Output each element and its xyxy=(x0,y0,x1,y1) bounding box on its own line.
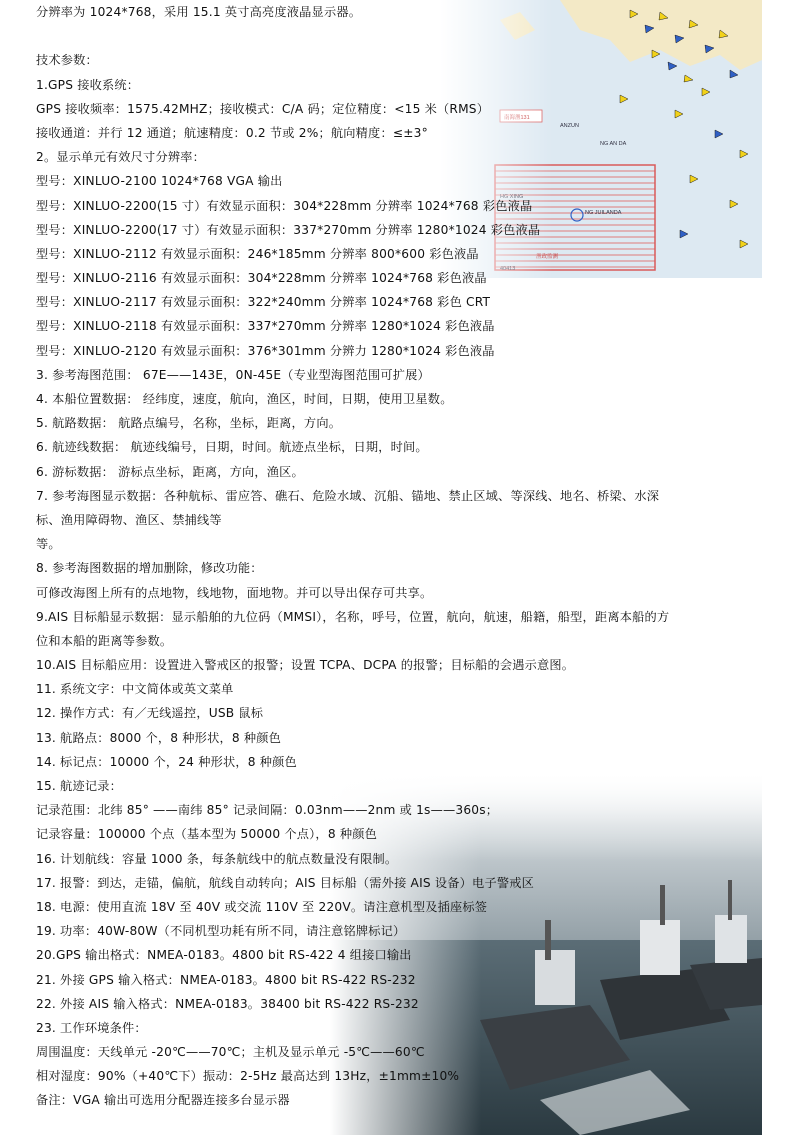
text-line: 备注：VGA 输出可选用分配器连接多台显示器 xyxy=(36,1093,290,1108)
text-line: 接收通道：并行 12 通道；航速精度：0.2 节或 2%；航向精度：≤±3° xyxy=(36,125,428,140)
text-line: GPS 接收频率：1575.42MHZ；接收模式：C/A 码；定位精度：<15 米（RMS） xyxy=(36,101,490,116)
text-line: 15. 航迹记录： xyxy=(36,779,122,793)
text-line: 可修改海图上所有的点地物，线地物，面地物。并可以导出保存可共享。 xyxy=(36,585,433,600)
text-line: 周围温度：天线单元 -20℃——70℃；主机及显示单元 -5℃——60℃ xyxy=(36,1045,425,1060)
text-line xyxy=(36,24,756,48)
text-line: 12. 操作方式：有／无线遥控，USB 鼠标 xyxy=(36,706,264,721)
text-line: 6. 航迹线数据： 航迹线编号，日期，时间。航迹点坐标，日期，时间。 xyxy=(36,440,428,455)
text-line: 记录容量：100000 个点（基本型为 50000 个点），8 种颜色 xyxy=(36,827,378,842)
text-line: 5. 航路数据： 航路点编号，名称，坐标，距离，方向。 xyxy=(36,416,342,431)
text-line: 22. 外接 AIS 输入格式：NMEA-0183。38400 bit RS-422 RS-232 xyxy=(36,996,419,1011)
text-line: 记录范围：北纬 85° ——南纬 85° 记录间隔：0.03nm——2nm 或 1s——360s； xyxy=(36,803,499,818)
text-line: 8. 参考海图数据的增加删除，修改功能： xyxy=(36,561,263,576)
text-line: 型号：XINLUO-2200(15 寸）有效显示面积：304*228mm 分辨率 1024*768 彩色液晶 xyxy=(36,198,533,213)
text-line: 2。显示单元有效尺寸分辨率： xyxy=(36,150,205,165)
text-line: 等。 xyxy=(36,537,61,552)
text-line: 标、渔用障碍物、渔区、禁捕线等 xyxy=(36,512,222,527)
text-line: 14. 标记点：10000 个，24 种形状，8 种颜色 xyxy=(36,754,297,769)
text-line: 6. 游标数据： 游标点坐标，距离，方向，渔区。 xyxy=(36,464,304,479)
text-line: 3. 参考海图范围： 67E——143E，0N-45E（专业型海图范围可扩展） xyxy=(36,367,430,382)
text-line: 11. 系统文字：中文简体或英文菜单 xyxy=(36,682,234,697)
text-line: 16. 计划航线：容量 1000 条，每条航线中的航点数量没有限制。 xyxy=(36,851,398,866)
text-line: 型号：XINLUO-2100 1024*768 VGA 输出 xyxy=(36,174,283,189)
text-line: 7. 参考海图显示数据：各种航标、雷应答、礁石、危险水域、沉船、锚地、禁止区域、等深线、地名、桥梁、水深 xyxy=(36,488,660,503)
text-line: 18. 电源：使用直流 18V 至 40V 或交流 110V 至 220V。请注意机型及插座标签 xyxy=(36,899,488,914)
text-line: 位和本船的距离等参数。 xyxy=(36,633,173,648)
text-line: 21. 外接 GPS 输入格式：NMEA-0183。4800 bit RS-422 RS-232 xyxy=(36,972,416,987)
text-line: 20.GPS 输出格式：NMEA-0183。4800 bit RS-422 4 组接口输出 xyxy=(36,948,412,963)
text-line: 型号：XINLUO-2116 有效显示面积：304*228mm 分辨率 1024*768 彩色液晶 xyxy=(36,271,487,286)
text-line: 型号：XINLUO-2112 有效显示面积：246*185mm 分辨率 800*600 彩色液晶 xyxy=(36,246,479,261)
text-line: 型号：XINLUO-2200(17 寸）有效显示面积：337*270mm 分辨率 1280*1024 彩色液晶 xyxy=(36,222,541,237)
text-line: 17. 报警：到达，走锚，偏航，航线自动转向；AIS 目标船（需外接 AIS 设备）电子警戒区 xyxy=(36,875,534,890)
text-line: 13. 航路点：8000 个，8 种形状，8 种颜色 xyxy=(36,730,282,745)
spec-document xyxy=(36,0,756,1113)
text-line: 4. 本船位置数据： 经纬度，速度，航向，渔区，时间，日期，使用卫星数。 xyxy=(36,392,453,406)
text-line: 相对湿度：90%（+40℃下）振动：2-5Hz 最高达到 13Hz，±1mm±10% xyxy=(36,1069,460,1084)
text-line: 19. 功率：40W-80W（不同机型功耗有所不同，请注意铭牌标记） xyxy=(36,924,406,939)
text-line: 型号：XINLUO-2118 有效显示面积：337*270mm 分辨率 1280*1024 彩色液晶 xyxy=(36,319,495,334)
text-line: 型号：XINLUO-2120 有效显示面积：376*301mm 分辨力 1280*1024 彩色液晶 xyxy=(36,343,495,358)
text-line: 型号：XINLUO-2117 有效显示面积：322*240mm 分辨率 1024*768 彩色 CRT xyxy=(36,295,491,310)
text-line: 分辨率为 1024*768，采用 15.1 英寸高亮度液晶显示器。 xyxy=(36,5,362,19)
text-line: 9.AIS 目标船显示数据：显示船舶的九位码（MMSI），名称，呼号，位置，航向，航速，船籍，船型，距离本船的方 xyxy=(36,609,670,624)
text-line: 23. 工作环境条件： xyxy=(36,1020,147,1035)
text-line: 1.GPS 接收系统： xyxy=(36,77,140,92)
text-line: 10.AIS 目标船应用：设置进入警戒区的报警；设置 TCPA、DCPA 的报警；目标船的会遇示意图。 xyxy=(36,658,575,673)
text-line: 技术参数： xyxy=(36,53,98,68)
